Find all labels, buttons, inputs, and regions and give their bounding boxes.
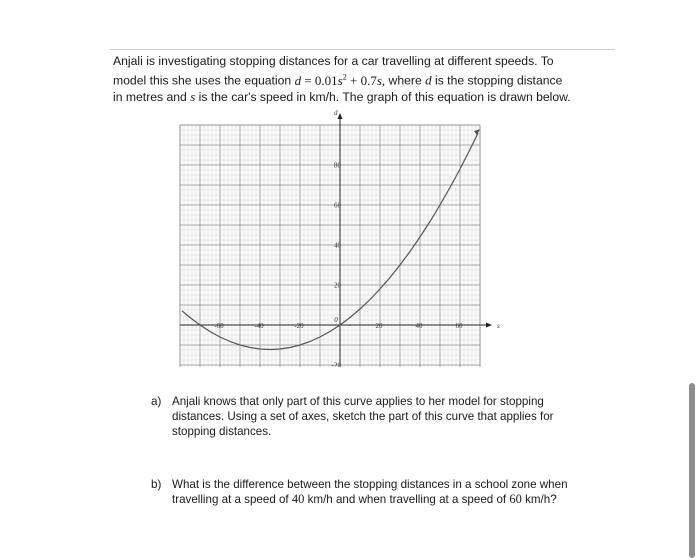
speed-60: 60: [509, 492, 522, 506]
y-axis-arrow: [338, 113, 343, 119]
equation-comma: ,: [381, 72, 386, 88]
question-a-text: [172, 394, 617, 439]
var-s: s: [190, 89, 196, 105]
y-axis-label: d: [334, 109, 338, 117]
intro-line-2-end: is the stopping distance: [431, 73, 563, 88]
equation-coefficient: = 0.01: [301, 72, 338, 88]
intro-line-2-start: model this she uses the equation: [113, 73, 295, 88]
x-tick-label: 20: [375, 322, 383, 330]
x-axis-arrow: [486, 323, 492, 328]
y-tick-label: 20: [334, 281, 341, 290]
equation-d: d: [294, 72, 302, 88]
question-b-text: [172, 477, 617, 507]
graph-grid: [180, 125, 480, 367]
x-tick-label: -60: [214, 322, 224, 330]
intro-paragraph: [113, 54, 613, 106]
y-tick-label: 40: [334, 241, 341, 250]
equation-exponent: 2: [342, 72, 347, 82]
x-tick-label: 60: [455, 322, 463, 330]
intro-line-3-end: is the car's speed in km/h. The graph of this equation is drawn below.: [195, 90, 571, 105]
y-tick-label: 80: [334, 161, 341, 170]
question-b-label: b): [151, 478, 162, 491]
question-a-line-2: distances. Using a set of axes, sketch the part of this curve that applies for: [172, 410, 554, 423]
stopping-distance-equation: [295, 73, 386, 88]
equation-s1: s: [337, 72, 343, 88]
stopping-distance-graph: [170, 105, 510, 367]
grid-frame: [180, 125, 480, 367]
x-tick-label: -40: [254, 322, 264, 330]
intro-line-3: [113, 89, 613, 105]
x-axis-label: s: [497, 322, 500, 330]
var-d: d: [425, 72, 432, 88]
top-divider: [110, 49, 615, 50]
x-tick-label: 40: [415, 322, 423, 330]
y-tick-label: 60: [334, 201, 341, 210]
question-a-label: a): [151, 395, 162, 408]
question-b-line-1: What is the difference between the stopping distances in a school zone when: [172, 478, 568, 491]
question-b-line-2-start: travelling at a speed of: [172, 493, 292, 506]
question-b-line-2-end: km/h?: [521, 493, 557, 506]
y-tick-label: -20: [331, 361, 341, 367]
question-a-line-1: Anjali knows that only part of this curve applies to her model for stopping: [172, 395, 544, 408]
intro-line-1: Anjali is investigating stopping distances for a car travelling at different speeds. To: [113, 54, 554, 68]
question-b-line-2-mid: km/h and when travelling at a speed of: [304, 493, 510, 506]
intro-line-2: [113, 69, 613, 89]
x-tick-label: -20: [294, 322, 304, 330]
question-a-line-3: stopping distances.: [172, 425, 272, 438]
vertical-scrollbar[interactable]: [689, 383, 695, 558]
equation-s2: s: [376, 72, 382, 88]
origin-label: 0: [334, 316, 338, 324]
speed-40: 40: [291, 492, 305, 506]
question-b-line-2: [172, 492, 617, 507]
equation-linear-term: + 0.7: [346, 72, 377, 88]
intro-where: where: [385, 73, 426, 88]
intro-line-3-start: in metres and: [113, 90, 191, 105]
